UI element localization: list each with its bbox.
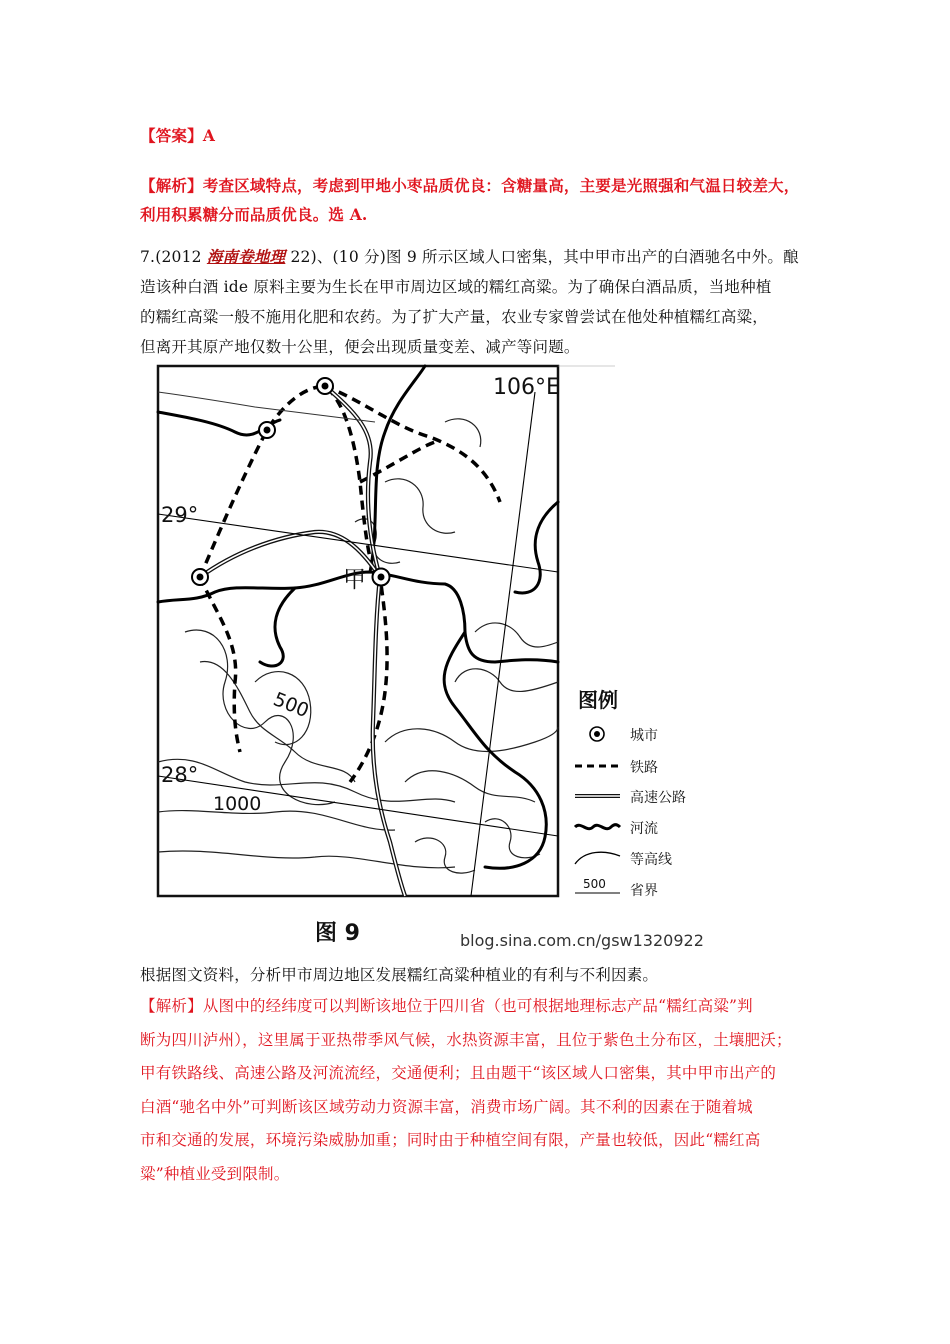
answer-label: 【答案】 bbox=[140, 126, 203, 145]
city-jia-label: 甲 bbox=[343, 567, 366, 593]
contour-1000-label: 1000 bbox=[213, 793, 262, 815]
legend-highway bbox=[575, 789, 686, 806]
question-line-2: 造该种白酒 ide 原料主要为生长在甲市周边区域的糯红高粱。为了确保白酒品质，当地种植 bbox=[140, 278, 772, 296]
lat-28-label: 28° bbox=[161, 763, 199, 787]
map-frame bbox=[158, 366, 558, 896]
question-prompt: 根据图文资料，分析甲市周边地区发展糯红高粱种植业的有利与不利因素。 bbox=[140, 966, 659, 984]
city-marker bbox=[259, 422, 275, 438]
city-marker-jia bbox=[373, 569, 390, 586]
legend-city bbox=[590, 727, 658, 744]
svg-text:省界: 省界 bbox=[630, 883, 658, 899]
analysis2-line-5: 市和交通的发展，环境污染威胁加重；同时由于种植空间有限，产量也较低，因此“糯红高 bbox=[140, 1131, 761, 1149]
longitude-label: 106°E bbox=[493, 375, 560, 400]
analysis-block-2 bbox=[140, 990, 792, 1191]
question-line-1: 7.(2012 海南卷地理 22)、(10 分)图 9 所示区域人口密集，其中甲市出产的白酒驰名中外。酿 bbox=[140, 247, 799, 266]
analysis2-line-6: 粱”种植业受到限制。 bbox=[140, 1164, 290, 1183]
figure-caption: 图 9 bbox=[315, 921, 360, 946]
question-block bbox=[140, 242, 799, 362]
svg-text:等高线: 等高线 bbox=[630, 852, 672, 868]
analysis2-line-3: 甲有铁路线、高速公路及河流流经，交通便利；且由题干“该区域人口密集，其中甲市出产的 bbox=[140, 1064, 777, 1082]
legend-province-boundary bbox=[575, 877, 658, 899]
analysis2-line-2: 断为四川泸州），这里属于亚热带季风气候，水热资源丰富，且位于紫色土分布区，土壤肥沃； bbox=[140, 1030, 792, 1049]
question-number: 7. bbox=[140, 248, 156, 266]
city-marker bbox=[192, 569, 208, 585]
analysis2-line-1: 【解析】从图中的经纬度可以判断该地位于四川省（也可根据地理标志产品“糯红高粱”判 bbox=[140, 997, 753, 1015]
watermark: blog.sina.com.cn/gsw1320922 bbox=[460, 931, 704, 950]
svg-text:高速公路: 高速公路 bbox=[630, 790, 686, 806]
lat-29-label: 29° bbox=[161, 503, 199, 527]
figure-9-map bbox=[155, 362, 735, 957]
analysis1-line-1: 【解析】考查区域特点，考虑到甲地小枣品质优良：含糖量高，主要是光照强和气温日较差大， bbox=[140, 176, 800, 195]
analysis1-label: 【解析】 bbox=[140, 176, 203, 195]
legend-railway bbox=[575, 759, 658, 776]
svg-text:城市: 城市 bbox=[630, 728, 658, 744]
analysis2-label: 【解析】 bbox=[140, 997, 203, 1015]
source-tag: 海南卷地理 bbox=[206, 247, 286, 266]
legend-title: 图例 bbox=[578, 688, 618, 712]
answer-line bbox=[140, 124, 215, 146]
legend-river bbox=[575, 820, 658, 837]
question-line-3: 的糯红高粱一般不施用化肥和农药。为了扩大产量，农业专家曾尝试在他处种植糯红高粱， bbox=[140, 308, 769, 326]
legend bbox=[575, 688, 686, 899]
svg-text:铁路: 铁路 bbox=[630, 760, 658, 776]
answer-value: A bbox=[202, 126, 216, 145]
analysis-block-1 bbox=[140, 171, 799, 229]
svg-text:河流: 河流 bbox=[630, 821, 658, 837]
city-marker bbox=[317, 378, 333, 394]
question-line-4: 但离开其原产地仅数十公里，便会出现质量变差、减产等问题。 bbox=[140, 338, 580, 356]
legend-contour bbox=[575, 851, 672, 868]
analysis1-line-2: 利用积累糖分而品质优良。选 A. bbox=[140, 205, 368, 224]
analysis2-line-4: 白酒“驰名中外”可判断该区域劳动力资源丰富，消费市场广阔。其不利的因素在于随着城 bbox=[140, 1097, 753, 1116]
legend-contour-value: 500 bbox=[583, 877, 606, 891]
contour-500-label: 500 bbox=[270, 688, 312, 723]
